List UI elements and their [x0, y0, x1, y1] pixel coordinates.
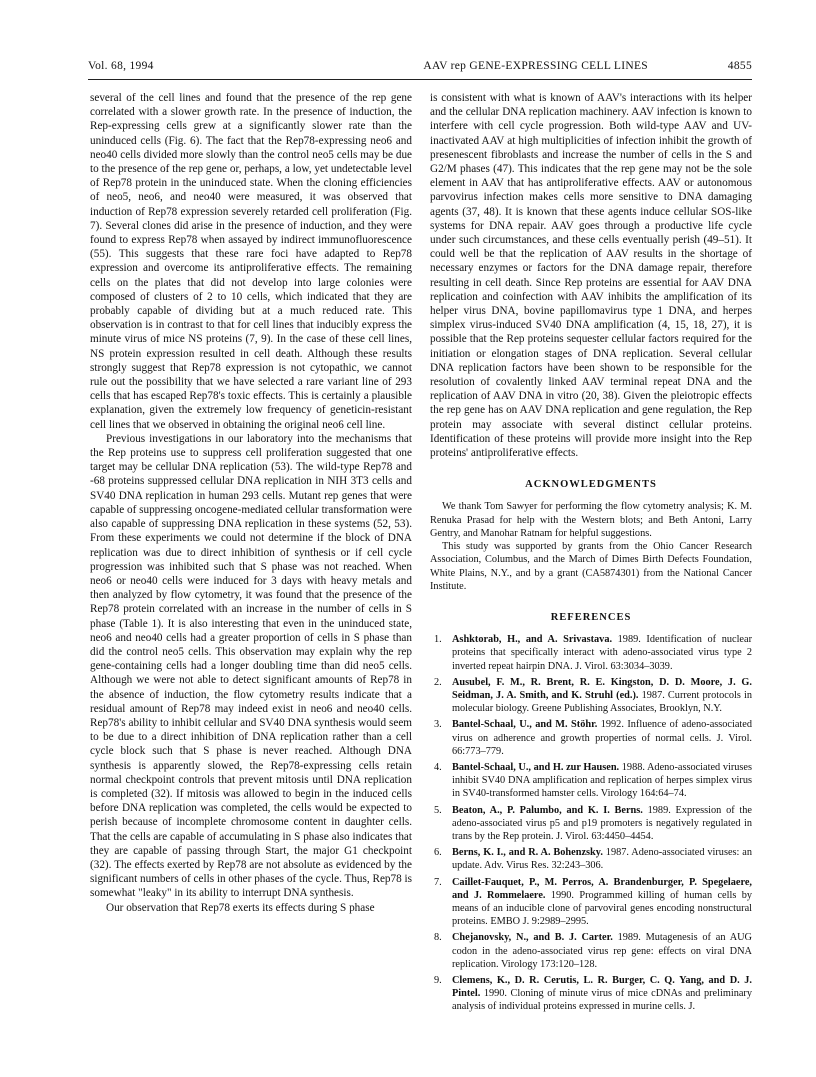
ref-authors: Ausubel, F. M., R. Brent, R. E. Kingston, D. D. Moore, J. G. Seidman, J. A. Smith, and K. Struhl (ed.). [452, 676, 752, 701]
ref-number: 2. [434, 676, 442, 688]
ack-paragraph: We thank Tom Sawyer for performing the flow cytometry analysis; K. M. Renuka Prasad for help with the Western blots; and Beth Antoni, Larry Gentry, and Manohar Ratnam for helpful suggestions. [430, 501, 752, 539]
references-heading: REFERENCES [550, 611, 632, 623]
ref-number: 7. [434, 876, 442, 888]
ref-text: 1988. Adeno-associated viruses inhibit SV40 DNA amplification and replication of herpes simplex virus in SV40-transformed hamster cells. Virology 164:64–74. [452, 761, 752, 800]
ref-text: 1990. Programmed killing of human cells by means of an inducible clone of parvoviral genes encoding nonstructural proteins. EMBO J. 9:2989–2995. [452, 889, 752, 928]
body-paragraph: several of the cell lines and found that the presence of the rep gene correlated with a slower growth rate. In the presence of induction, the Rep-expressing cells grew at a significantly slower rate than the uninduced cells (Fig. 6). The fact that the Rep78-expressing neo6 and neo40 cells divided more slowly than the control neo5 cells may be due to the presence of the rep gene or, perhaps, a low, yet undetectable level of Rep78 protein in the uninduced state. When the cloning efficiencies of neo5, neo6, and neo40 were measured, it was observed that induction of Rep78 expression severely retarded cell proliferation (Fig. 7). Several clones did arise in the presence of induction, and they were found to express Rep78 when assayed by indirect immunofluorescence (55). This suggests that these rare foci have adapted to Rep78 expression and overcome its antiproliferative effects. The remaining cells on the plates that did not develop into large colonies were composed of clusters of 2 to 10 cells, which indicated that they are probably capable of dividing but at a much reduced rate. This observation is in contrast to that for cell lines that inducibly express the minute virus of mice NS proteins (7, 9). In the case of these cell lines, NS protein expression resulted in cell death. Although these results strongly suggest that Rep78 expression is not cytopathic, we cannot rule out the possibility that we have selected a rare variant line of 293 cells that has escaped Rep78's toxic effects. This is certainly a plausible explanation, given the extremely low frequency of geneticin-resistant cell lines that we observed in obtaining the original neo6 cell line. [90, 92, 412, 431]
ref-authors: Caillet-Fauquet, P., M. Perros, A. Brandenburger, P. Spegelaere, and J. Rommelaere. [452, 876, 752, 901]
body-paragraph: Previous investigations in our laboratory into the mechanisms that the Rep proteins use to suppress cell proliferation suggested that one target may be cellular DNA replication (53). The wild-type Rep78 and -68 proteins suppressed cellular DNA replication in NIH 3T3 cells and SV40 DNA replication in human 293 cells. Mutant rep genes that were capable of suppressing oncogene-mediated cellular transformation were also capable of suppressing DNA replication in these systems (52, 53). From these experiments we could not determine if the block of DNA replication was due to direct inhibition of synthesis or if cell cycle progression was inhibited such that S phase was not reached. When neo6 or neo40 cells were induced for 3 days with heavy metals and then analyzed by flow cytometry, it was found that the presence of the Rep78 protein correlated with an increase in the number of cells in S phase (Table 1). It is also interesting that even in the uninduced state, neo6 and neo40 cells had a greater proportion of cells in S phase than did the control neo5 cells. This observation may explain why the rep gene-containing cells had a longer doubling time than did neo5 cells. Although we were not able to detect significant amounts of Rep78 in the absence of induction, the flow cytometry results indicate that a residual amount of Rep78 may indeed exist in neo6 and neo40 cells. Rep78's ability to inhibit cellular and SV40 DNA synthesis would seem to be due to a direct inhibition of DNA replication rather than a cell cycle block such that S phase is never reached. Although DNA synthesis is apparently slowed, the Rep78-expressing cells retain normal checkpoint controls that prevent mitosis until DNA replication is completed (32). If mitosis was allowed to begin in the induced cells before DNA replication was completed, the cells would be expected to perish because of incomplete chromosome content in daughter cells. That the cells are capable of accumulating in S phase also indicates that they are capable of passing through Start, the major G1 checkpoint (32). The effects exerted by Rep78 are not absolute as evidenced by the significant numbers of cells in other phases of the cycle. Thus, Rep78 is somewhat "leaky" in its ability to interrupt DNA synthesis. [90, 432, 412, 900]
reference-item [430, 676, 752, 716]
reference-item [430, 804, 752, 844]
reference-item [430, 761, 752, 801]
ref-text: 1989. Expression of the adeno-associated virus p5 and p19 promoters is negatively regulated in trans by the Rep protein. J. Virol. 63:4450–4454. [452, 804, 752, 842]
ref-number: 1. [434, 634, 442, 646]
reference-item [430, 633, 752, 673]
running-header [88, 60, 752, 78]
ref-number: 4. [434, 761, 442, 773]
body-paragraph: is consistent with what is known of AAV's interactions with its helper and the cellular DNA replication machinery. AAV infection is known to interfere with cell cycle progression. Both wild-type AAV and UV-inactivated AAV at high multiplicities of infection inhibit the growth of presenescent fibroblasts and increase the number of cells in the S and G2/M phases (47). This indicates that the rep gene may not be the sole element in AAV that has antiproliferative effects. AAV or autonomous parvovirus infection makes cells more sensitive to DNA damaging agents (37, 48). It is known that these agents induce cellular SOS-like systems for DNA repair. AAV goes through a productive life cycle under such circumstances, and these cells eventually perish (49–51). It could well be that the replication of AAV results in the shortage of necessary enzymes or factors for the DNA damage repair, therefore resulting in cell death. Since Rep proteins are essential for AAV DNA replication and coinfection with AAV inhibits the amplification of its helper virus DNA, bovine papillomavirus type 1 DNA, and herpes simplex virus-induced SV40 DNA amplification (4, 15, 18, 27), it is possible that the Rep proteins sequester cellular factors required for the initiation or elongation stages of DNA replication. Several cellular DNA replication factors have been shown to be responsible for the resolution of covalently linked AAV terminal repeat DNA and the replication of AAV DNA in vitro (20, 38). Given the pleiotropic effects the rep gene has on AAV DNA replication and gene regulation, the Rep protein may associate with several distinct cellular proteins. Identification of these proteins will provide more insight into the Rep proteins' antiproliferative effects. [430, 92, 752, 460]
ack-paragraph: This study was supported by grants from the Ohio Cancer Research Association, Columbus, and the March of Dimes Birth Defects Foundation, White Plains, N.Y., and by a grant (CA5874301) from the National Cancer Institute. [430, 541, 752, 592]
header-rule [88, 79, 752, 80]
ref-text: 1992. Influence of adeno-associated virus on adherence and growth properties of normal cells. J. Virol. 66:773–779. [452, 719, 753, 757]
acknowledgments-heading: ACKNOWLEDGMENTS [525, 479, 657, 491]
ref-text: 1987. Current protocols in molecular biology. Greene Publishing Associates, Brooklyn, N.Y. [452, 689, 752, 715]
ref-text: 1989. Identification of nuclear proteins that specifically interact with adeno-associated virus type 2 inverted repeat hairpin DNA. J. Virol. 63:3034–3039. [452, 634, 752, 672]
running-title: AAV rep GENE-EXPRESSING CELL LINES [423, 60, 648, 72]
volume-label: Vol. 68, 1994 [88, 60, 154, 72]
ref-authors: Berns, K. I., and R. A. Bohenzsky. [452, 847, 603, 859]
page-number: 4855 [727, 60, 752, 72]
reference-list [430, 633, 752, 1013]
reference-item [430, 931, 752, 971]
body-paragraph: Our observation that Rep78 exerts its effects during S phase [106, 901, 375, 914]
ref-text: 1987. Adeno-associated viruses: an update. Adv. Virus Res. 32:243–306. [452, 847, 753, 872]
ref-number: 3. [434, 719, 442, 731]
ref-authors: Clemens, K., D. R. Cerutis, L. R. Burger, C. Q. Yang, and D. J. Pintel. [452, 974, 752, 1000]
reference-item [430, 718, 752, 758]
ref-authors: Beaton, A., P. Palumbo, and K. I. Berns. [452, 804, 643, 816]
acknowledgments [430, 500, 752, 592]
reference-item [430, 974, 752, 1014]
ref-number: 9. [434, 974, 442, 986]
ref-text: 1990. Cloning of minute virus of mice cDNAs and preliminary analysis of individual proteins expressed in murine cells. J. [452, 988, 752, 1013]
reference-item [430, 846, 752, 872]
ref-text: 1989. Mutagenesis of an AUG codon in the adeno-associated virus rep gene: effects on viral DNA replication. Virology 173:120–128. [452, 932, 752, 970]
reference-item [430, 876, 752, 929]
ref-authors: Chejanovsky, N., and B. J. Carter. [452, 932, 613, 944]
ref-number: 6. [434, 847, 442, 859]
ref-authors: Bantel-Schaal, U., and M. Stöhr. [452, 719, 598, 731]
ref-authors: Ashktorab, H., and A. Srivastava. [452, 634, 613, 646]
ref-authors: Bantel-Schaal, U., and H. zur Hausen. [452, 761, 620, 773]
ref-number: 5. [434, 804, 442, 816]
right-column [430, 91, 752, 1017]
left-column [90, 91, 412, 915]
ref-number: 8. [434, 932, 442, 944]
